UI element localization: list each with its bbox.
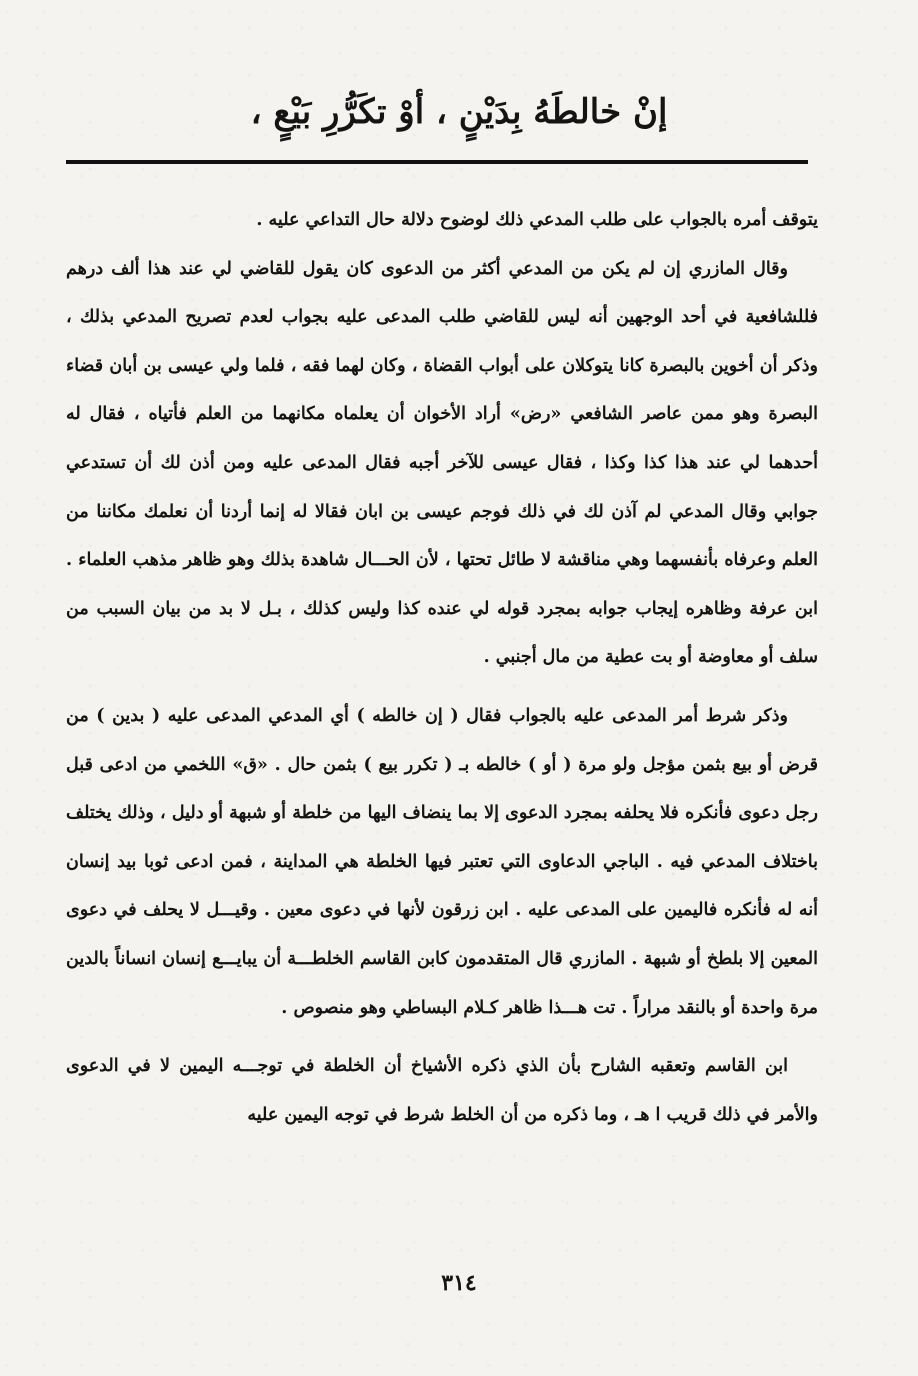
paragraph: يتوقف أمره بالجواب على طلب المدعي ذلك لوضوح دلالة حال التداعي عليه . (256, 210, 818, 230)
header-divider-line (66, 160, 808, 164)
paragraph: ابن القاسم وتعقبه الشارح بأن الذي ذكره الأشياخ أن الخلطة في توجـــه اليمين لا في الدعوى والأمر في ذلك قريب ا هـ ، وما ذكره من أن الخلط شرط في توجه اليمين عليه (66, 1056, 818, 1125)
paragraph: وذكر شرط أمر المدعى عليه بالجواب فقال ( إن خالطه ) أي المدعي المدعى عليه ( بدين ) من قرض أو بيع بثمن مؤجل ولو مرة ( أو ) خالطه بـ ( تكرر بيع ) بثمن حال . «ق» اللخمي من ادعى قبل رجل دعوى فأنكره فلا يحلفه بمجرد الدعوى إلا بما ينضاف اليها من خلطة أو شبهة أو دليل ، وذلك يختلف باختلاف المدعي فيه . الباجي الدعاوى التي تعتبر فيها الخلطة هي المداينة ، فمن ادعى ثوبا بيد إنسان أنه له فأنكره فاليمين على المدعى عليه . ابن زرقون لأنها في دعوى معين . وقيـــل لا يحلف في دعوى المعين إلا بلطخ أو شبهة . المازري قال المتقدمون كابن القاسم الخلطـــة أن يبايـــع إنسان انساناً بالدين مرة واحدة أو بالنقد مراراً . تت هـــذا ظاهر كـلام البساطي وهو منصوص . (66, 705, 818, 1018)
page-number: ٣١٤ (441, 1270, 477, 1296)
page-header-verse: إنْ خالطَهُ بِدَيْنٍ ، أوْ تكَرُّرِ بَيْعٍ ، (250, 92, 668, 132)
paragraph: وقال المازري إن لم يكن من المدعي أكثر من الدعوى كان يقول للقاضي لي عند هذا ألف درهم فللشافعية في أحد الوجهين أنه ليس للقاضي طلب المدعى عليه بجواب لعدم تصريح المدعي بذلك ، وذكر أن أخوين بالبصرة كانا يتوكلان على أبواب القضاة ، وكان لهما فقه ، فلما ولي عيسى بن أبان قضاء البصرة وهو ممن عاصر الشافعي «رض» أراد الأخوان أن يعلماه مكانهما من العلم فأتياه ، فقال له أحدهما لي عند هذا كذا وكذا ، فقال عيسى للآخر أجبه فقال المدعى عليه ومن أذن لك أن تستدعي جوابي وقال المدعي لم آذن لك في ذلك فوجم عيسى بن ابان فقالا له إنما أردنا أن نعلمك مكاننا من العلم وعرفاه بأنفسهما وهي مناقشة لا طائل تحتها ، لأن الحـــال شاهدة بذلك وهو ظاهر مذهب العلماء . ابن عرفة وظاهره إيجاب جوابه بمجرد قوله لي عنده كذا وليس كذلك ، بـل لا بد من بيان السبب من سلف أو معاوضة أو بت عطية من مال أجنبي . (66, 258, 818, 668)
page-body (66, 196, 818, 1139)
